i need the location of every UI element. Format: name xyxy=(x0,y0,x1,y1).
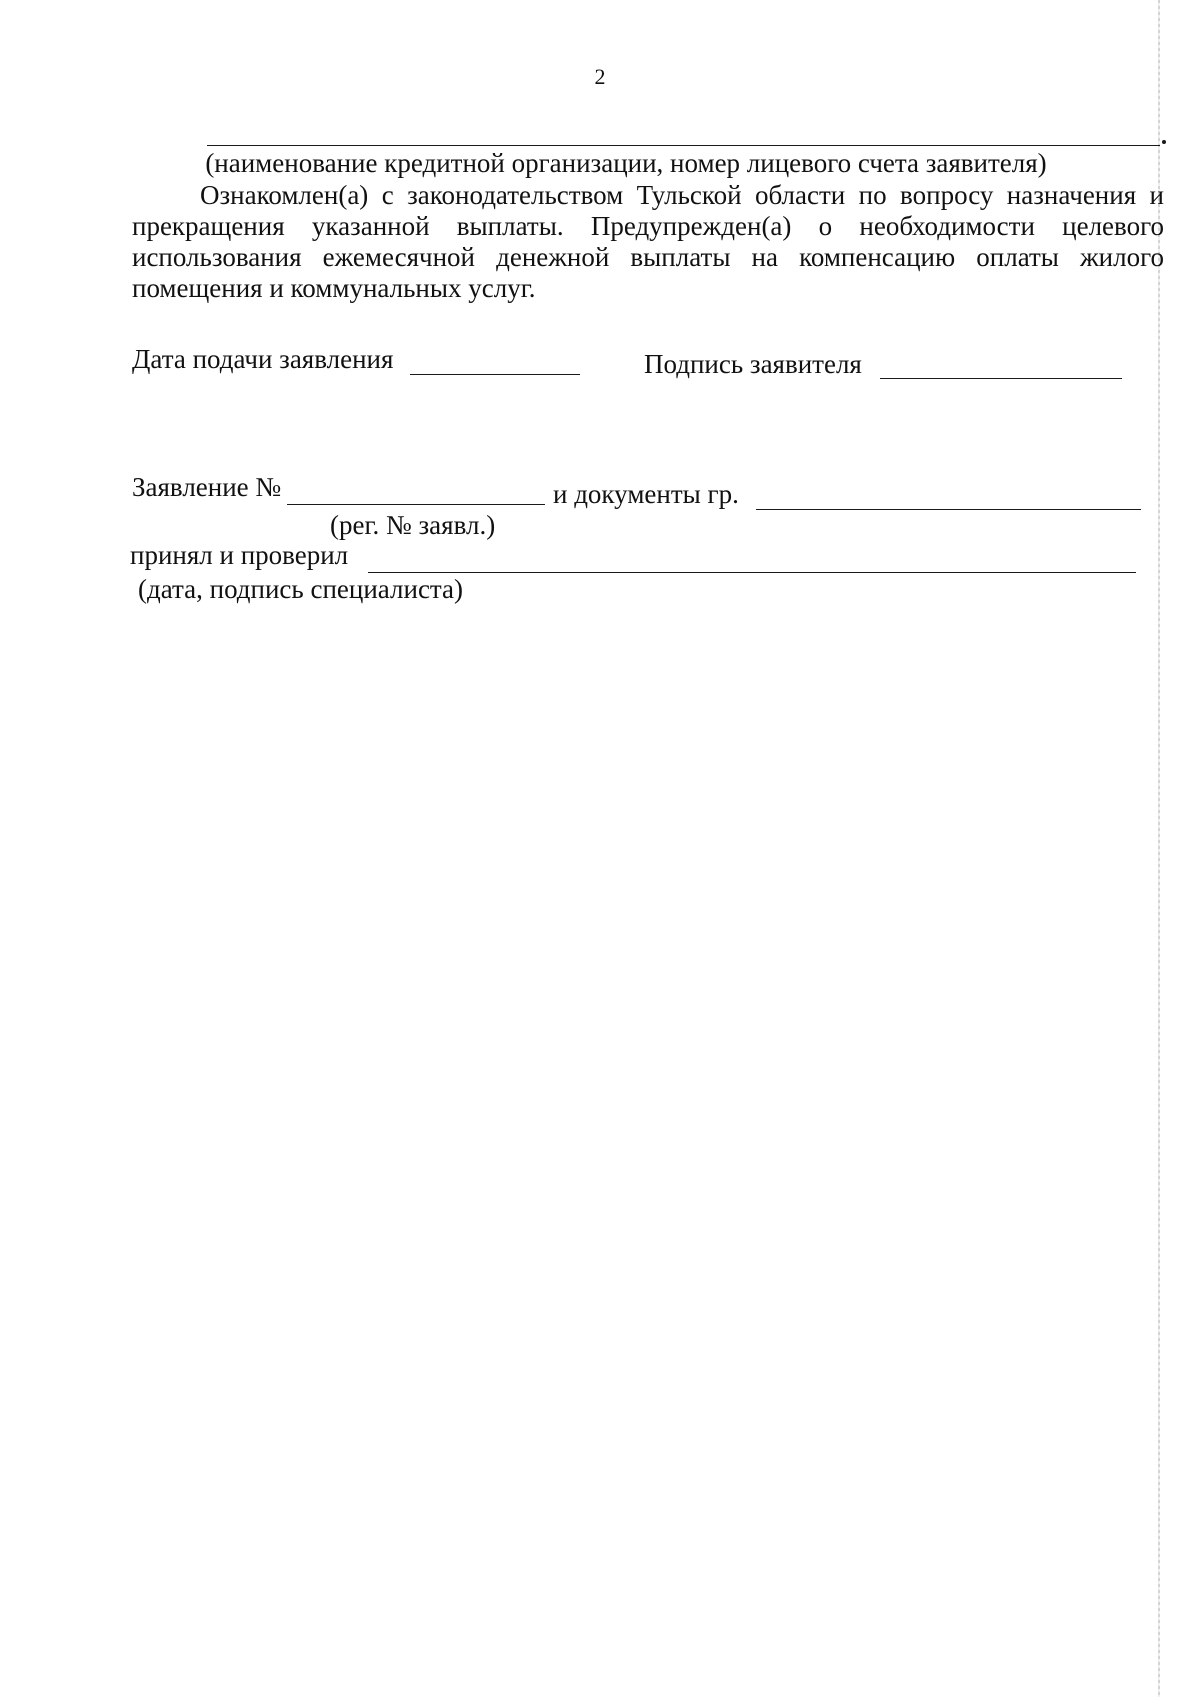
specialist-field-line[interactable] xyxy=(368,572,1136,573)
bank-account-caption: (наименование кредитной организации, номер лицевого счета заявителя) xyxy=(205,148,1047,178)
bank-account-field-line[interactable] xyxy=(207,145,1160,146)
submission-date-field-line[interactable] xyxy=(410,374,580,375)
applicant-signature-field-line[interactable] xyxy=(880,378,1122,379)
submission-date-label: Дата подачи заявления xyxy=(132,344,394,374)
application-number-label: Заявление № xyxy=(132,472,282,502)
acknowledgement-line: Ознакомлен(а) с законодательством Тульской области по вопросу назначения и xyxy=(200,180,1164,210)
acknowledgement-line: использования ежемесячной денежной выплаты на компенсацию оплаты жилого xyxy=(132,242,1164,272)
acknowledgement-paragraph xyxy=(132,180,1164,304)
accepted-and-checked-label: принял и проверил xyxy=(130,540,349,570)
documents-of-citizen-label: и документы гр. xyxy=(553,479,739,509)
applicant-signature-label: Подпись заявителя xyxy=(644,349,862,379)
bank-account-line-period xyxy=(1162,140,1166,144)
acknowledgement-line: помещения и коммунальных услуг. xyxy=(132,273,536,303)
application-number-field-line[interactable] xyxy=(287,504,545,505)
acknowledgement-line: прекращения указанной выплаты. Предупрежден(а) о необходимости целевого xyxy=(132,211,1164,241)
specialist-caption: (дата, подпись специалиста) xyxy=(138,574,464,604)
registration-number-caption: (рег. № заявл.) xyxy=(330,510,496,540)
citizen-name-field-line[interactable] xyxy=(756,509,1141,510)
page-number: 2 xyxy=(594,64,606,89)
